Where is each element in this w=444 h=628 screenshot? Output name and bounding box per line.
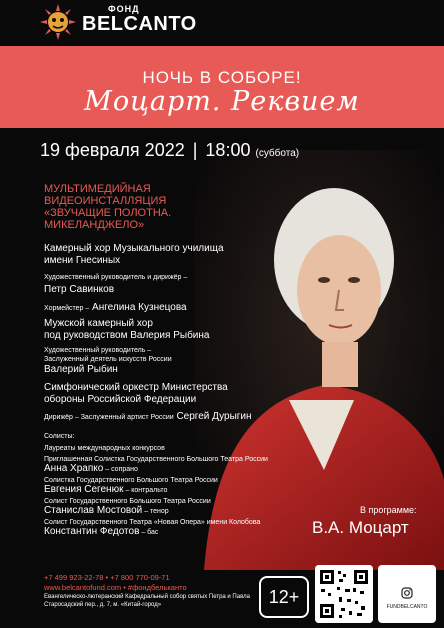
soloist-role: Солистка Государственного Большого Театра России	[44, 477, 218, 484]
soloist-name: Константин Федотов	[44, 526, 140, 537]
fund-label: ФОНД	[108, 4, 140, 14]
venue-address: Евангелическо-лютеранский Кафедральный собор святых Петра и Павла	[44, 594, 250, 600]
event-time: 18:00	[205, 140, 251, 160]
choir2-name: под руководством Валерия Рыбина	[44, 330, 210, 341]
soloists-block	[44, 432, 268, 537]
qr-code-icon[interactable]	[315, 565, 373, 623]
soloist-role: Солист Государственного Большого Театра России	[44, 498, 211, 505]
program-composer: В.А. Моцарт	[312, 518, 409, 537]
orchestra-role: Дирижёр – Заслуженный артист России	[44, 414, 174, 421]
soloist-voice: – бас	[141, 529, 159, 536]
choir2-leader: Валерий Рыбин	[44, 364, 118, 375]
orchestra-block	[44, 382, 252, 424]
venue-address: Старосадский пер., д. 7, м. «Китай-город»	[44, 602, 162, 608]
instagram-handle: FUNDBELCANTO	[386, 604, 428, 610]
soloists-laureates: Лауреаты международных конкурсов	[44, 445, 165, 452]
soloist-name: Евгения Сегенюк	[44, 484, 124, 495]
choir1-role: Художественный руководитель и дирижёр –	[44, 274, 188, 281]
installation-line: МИКЕЛАНДЖЕЛО»	[44, 219, 145, 231]
installation-line: «ЗВУЧАЩИЕ ПОЛОТНА.	[44, 207, 172, 219]
soloist-voice: – сопрано	[105, 466, 138, 473]
orchestra-name: Симфонический оркестр Министерства	[44, 382, 228, 393]
choir1-name: Камерный хор Музыкального училища	[44, 243, 224, 254]
choir1-leader: Петр Савинков	[44, 284, 115, 295]
instagram-icon	[401, 587, 413, 599]
soloist-name: Анна Храпко	[44, 463, 104, 474]
installation-title	[44, 183, 171, 231]
program-label: В программе:	[360, 505, 417, 515]
soloist-name: Станислав Мостовой	[44, 505, 143, 516]
event-date: 19 февраля 2022	[40, 140, 185, 160]
choir1-master-role: Хормейстер –	[44, 305, 90, 312]
soloist-voice: – тенор	[144, 508, 169, 515]
soloist-voice: – контральто	[125, 487, 168, 494]
contacts-block	[44, 573, 250, 609]
choir1-block	[44, 243, 224, 315]
orchestra-name: обороны Российской Федерации	[44, 394, 197, 405]
choir1-master: Ангелина Кузнецова	[92, 302, 187, 313]
choir2-block	[44, 318, 209, 376]
soloist-role: Приглашенная Солистка Государственного Большого Театра России	[44, 456, 268, 463]
poster-title: Моцарт. Реквием	[84, 86, 360, 117]
orchestra-leader: Сергей Дурыгин	[176, 411, 252, 422]
soloists-heading: Солисты:	[44, 433, 75, 440]
brand-name: BELCANTO	[82, 13, 197, 35]
installation-line: ВИДЕОИНСТАЛЛЯЦИЯ	[44, 195, 167, 207]
installation-line: МУЛЬТИМЕДИЙНАЯ	[44, 183, 151, 195]
date-separator: |	[192, 140, 198, 160]
contact-phones[interactable]: +7 499 923-22-78 • +7 800 770-09-71	[44, 573, 170, 582]
age-rating-badge: 12+	[259, 576, 309, 618]
choir2-role: Художественный руководитель –	[44, 347, 152, 354]
choir2-role: Заслуженный деятель искусств России	[44, 356, 172, 363]
choir1-name: имени Гнесиных	[44, 255, 121, 266]
event-weekday: (суббота)	[255, 148, 300, 159]
sun-mask-logo-icon	[40, 4, 76, 40]
soloist-role: Солист Государственного Театра «Новая Опера» имени Колобова	[44, 519, 261, 526]
night-label: НОЧЬ В СОБОРЕ!	[142, 68, 302, 87]
date-line	[40, 140, 299, 161]
choir2-name: Мужской камерный хор	[44, 318, 153, 329]
instagram-badge[interactable]	[378, 565, 436, 623]
contact-web[interactable]: www.belcantofund.com • #фондбельканто	[44, 583, 187, 592]
